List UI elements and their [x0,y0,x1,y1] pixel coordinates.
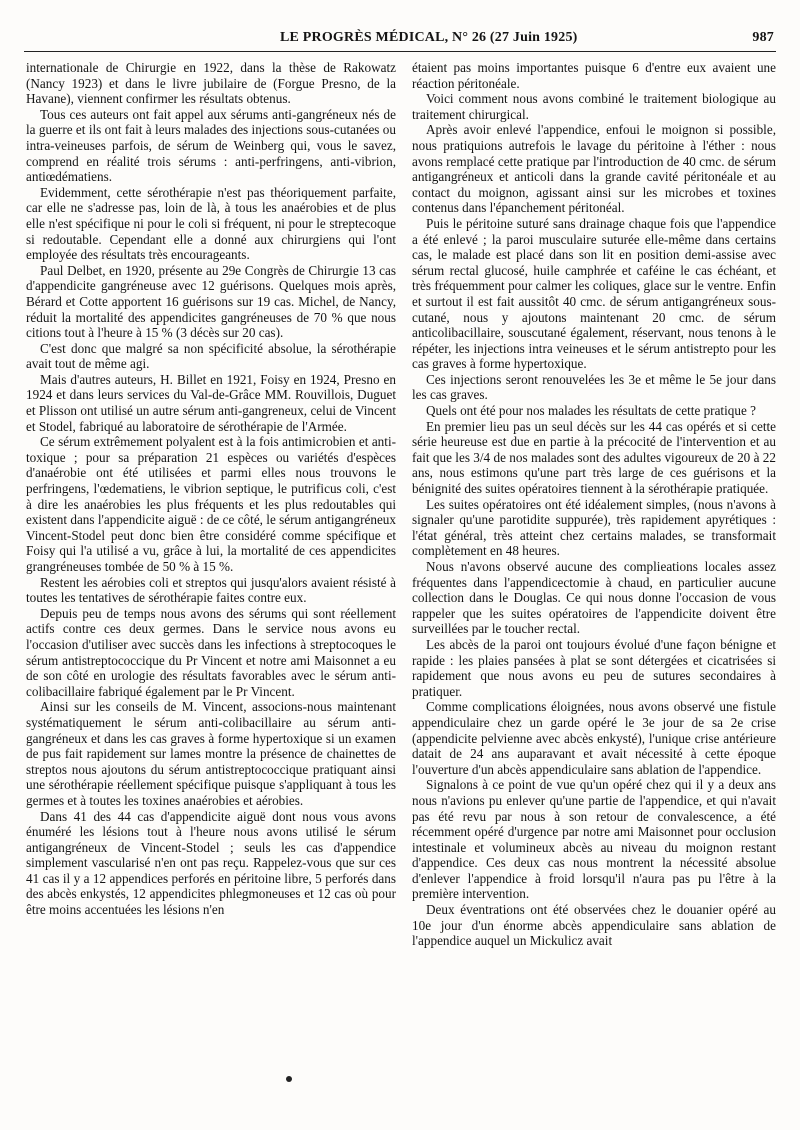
right-column [412,60,776,949]
page-number: 987 [752,30,774,45]
paragraph: Dans 41 des 44 cas d'appendicite aiguë dont nous vous avons énuméré les lésions tout à l'heure nous avons utilisé le sérum antigangréneux de Vincent-Stodel ; seuls les cas d'appendice simplement vascularisé n'en ont pas reçu. Rappelez-vous que sur ces 41 cas il y a 12 appendices perforés en péritoine libre, 5 perforés dans des abcès enkystés, 12 appendicites phlegmoneuses et 12 cas où pour être moins accentuées les lésions n'en [26,808,396,918]
paragraph: Deux éventrations ont été observées chez le douanier opéré au 10e jour d'un énorme abcès appendiculaire sans ablation de l'appendice auquel un Mickulicz avait [412,902,776,949]
paragraph: En premier lieu pas un seul décès sur les 44 cas opérés et si cette série heureuse est due en partie à la précocité de l'intervention et au fait que les 3/4 de nos malades sont des adultes vigoureux de 20 à 22 ans, nous estimons qu'une part très large de ces guérisons et la bénignité des suites opératoires tiennent à la sérothérapie pratiquée. [412,418,776,497]
paragraph: Les suites opératoires ont été idéalement simples, (nous n'avons à signaler qu'une parotidite suppurée), très rapidement apyrétiques : l'état général, très atteint chez certains malades, se transformait complètement en 48 heures. [412,496,776,559]
journal-title: LE PROGRÈS MÉDICAL, N° 26 (27 Juin 1925) [280,30,578,45]
paragraph: Tous ces auteurs ont fait appel aux sérums anti-gangréneux nés de la guerre et ils ont fait à leurs malades des injections sous-cutanées ou intra-veineuses parfois, de sérum de Weinberg qui, vous le savez, comprend en réalité trois sérums : anti-perfringens, anti-vibrion, antiœdématiens. [26,106,396,185]
paragraph: Après avoir enlevé l'appendice, enfoui le moignon si possible, nous pratiquions autrefois le lavage du péritoine à l'éther : nous avons remplacé cette pratique par l'introduction de 40 cmc. de sérum antigangréneux et anticoli dans la grande cavité péritonéale et au contact du moignon, agissant ainsi sur les microbes et toxines contenus dans l'épanchement péritonéal. [412,122,776,216]
paragraph: Nous n'avons observé aucune des complieations locales assez fréquentes dans l'appendicectomie à chaud, en particulier aucune collection dans le Douglas. Ce qui nous donne l'occasion de vous rappeler que les suites opératoires de l'appendicite doivent être surveillées par le toucher rectal. [412,559,776,637]
paragraph: Mais d'autres auteurs, H. Billet en 1921, Foisy en 1924, Presno en 1924 et dans leurs services du Val-de-Grâce MM. Rouvillois, Duguet et Plisson ont utilisé un autre sérum anti-gangreneux, celui de Vincent et Stodel, fabriqué au laboratoire de sérothérapie de l'Armée. [26,371,396,434]
paragraph: étaient pas moins importantes puisque 6 d'entre eux avaient une réaction péritonéale. [412,60,776,91]
paragraph: Puis le péritoine suturé sans drainage chaque fois que l'appendice a été enlevé ; la paroi musculaire suturée elle-même dans certains cas, le malade est placé dans son lit en position demi-assise avec sérum rectal glucosé, huile camphrée et caféine le cas échéant, et très fréquemment pour calmer les coliques, glace sur le ventre. Enfin et surtout il est fait aussitôt 40 cmc. de sérum antigangréneux sous-cutané, nous y ajoutons maintenant 20 cmc. de sérum anticolibacillaire, souscutané également, réservant, nous tenons à le répéter, les injections intra veineuses et le sérum antistrepto pour les cas graves à forme hypertoxique. [412,215,776,372]
running-header [22,30,778,50]
paragraph: Ces injections seront renouvelées les 3e et même le 5e jour dans les cas graves. [412,371,776,403]
paragraph: Paul Delbet, en 1920, présente au 29e Congrès de Chirurgie 13 cas d'appendicite gangréneuse avec 12 guérisons. Quelques mois après, Bérard et Cotte apportent 16 guérisons sur 19 cas. Michel, de Nancy, réduit la mortalité des appendicites gangréneuses de 70 % que nous citions tout à l'heure à 15 % (3 décès sur 20 cas). [26,262,396,341]
paragraph: Depuis peu de temps nous avons des sérums qui sont réellement actifs contre ces deux germes. Dans le service nous avons eu l'occasion d'utiliser avec succès dans les infections à streptocoques le sérum antistreptococcique du Pr Vincent et notre ami Maisonnet a eu de son côté en urologie des résultats favorables avec le sérum anti-colibacillaire fabriqué également par le Pr Vincent. [26,605,396,699]
paragraph: Ce sérum extrêmement polyalent est à la fois antimicrobien et anti-toxique ; pour sa préparation 21 espèces ou variétés d'espèces d'anaérobie ont été utilisées et parmi elles nous trouvons le perfringens, l'œdematiens, le vibrion septique, le putrificus coli, c'est à dire les anaérobies les plus fréquents et les plus redoutables qui existent dans l'appendicite aiguë : de ce côté, le sérum antigangréneux Vincent-Stodel peut donc bien être considéré comme spécifique et Foisy qui l'a utilisé a vu, grâce à lui, la mortalité de ces appendicites grangréneuses tombée de 50 % à 15 %. [26,434,396,574]
paragraph: Comme complications éloignées, nous avons observé une fistule appendiculaire chez un garde opéré le 3e jour de sa 2e crise (appendicite pelvienne avec abcès enkysté), l'unique crise antérieure datait de 24 ans auparavant et avait nécessité à cette époque l'ouverture d'un abcès appendiculaire sans ablation de l'appendice. [412,699,776,777]
paragraph: Evidemment, cette sérothérapie n'est pas théoriquement parfaite, car elle ne s'adresse pas, loin de là, à tous les anaérobies et de plus elle n'est spécifique ni pour le coli si fréquent, ni pour le streptecoque si redoutable. Cependant elle a donné aux chirurgiens qui l'ont employée des résultats très encourageants. [26,184,396,263]
paragraph: Restent les aérobies coli et streptos qui jusqu'alors avaient résisté à toutes les tentatives de sérothérapie faites contre eux. [26,574,396,606]
paragraph: C'est donc que malgré sa non spécificité absolue, la sérothérapie avait tout de même agi. [26,340,396,372]
paragraph: Quels ont été pour nos malades les résultats de cette pratique ? [426,403,756,419]
paragraph: Signalons à ce point de vue qu'un opéré chez qui il y a deux ans nous n'avions pu enlever qu'une partie de l'appendice, et qui n'avait pas été revu par nous à son retour de convalescence, a été récemment opéré d'urgence par notre ami Maisonnet pour occlusion intestinale et volumineux abcès au niveau du moignon restant d'appendice. Ces deux cas nous montrent la nécessité absolue d'enlever l'appendice à froid lorsqu'il n'aura pas pu l'être à la première intervention. [412,777,776,902]
left-column [26,60,396,918]
paragraph: Ainsi sur les conseils de M. Vincent, associons-nous maintenant systématiquement le sérum anti-colibacillaire au sérum anti-gangréneux et dans les cas graves à forme hypertoxique si un examen de pus fait rapidement sur lames montre la présence de chainettes de streptos nous ajoutons du sérum antistreptococcique pratiquant ainsi une sérothérapie réellement spécifique puisque s'appliquant à tous les germes et à toutes les toxines anaérobies et aérobies. [26,699,396,808]
ink-dot [286,1076,292,1082]
paragraph: Voici comment nous avons combiné le traitement biologique au traitement chirurgical. [412,91,776,122]
header-rule [24,51,776,52]
paragraph: internationale de Chirurgie en 1922, dans la thèse de Rakowatz (Nancy 1923) et dans le livre jubilaire de (Forgue Presno, de la Havane), viennent confirmer les résultats obtenus. [26,60,396,107]
paragraph: Les abcès de la paroi ont toujours évolué d'une façon bénigne et rapide : les plaies pansées à plat se sont détergées et cicatrisées si rapidement que nous avons eu peu de sutures secondaires à pratiquer. [412,636,776,699]
